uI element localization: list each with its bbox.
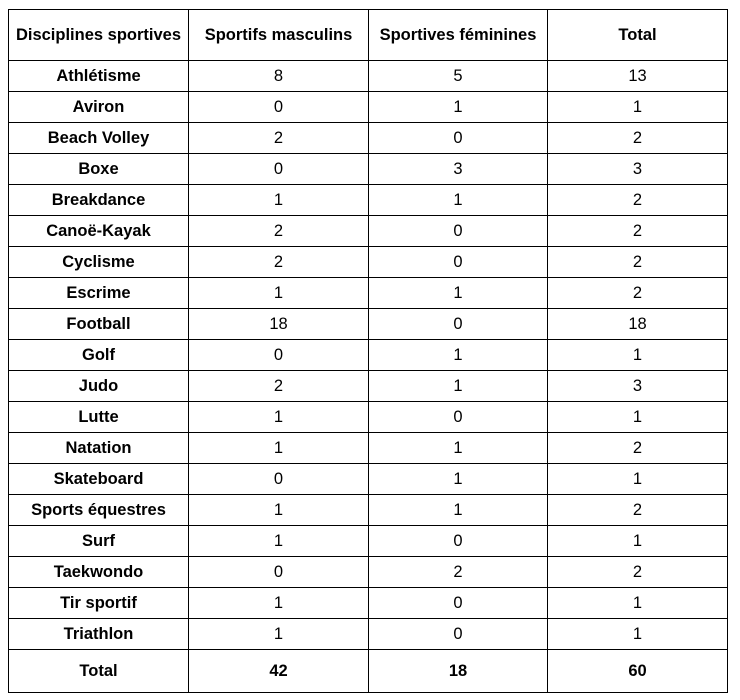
cell-men: 1 [189,185,369,216]
table-row [9,402,728,433]
header-women: Sportives féminines [369,10,548,61]
cell-women: 0 [369,588,548,619]
cell-discipline: Surf [9,526,189,557]
cell-total: 13 [548,61,728,92]
cell-men: 2 [189,371,369,402]
cell-total: 1 [548,588,728,619]
table-row [9,247,728,278]
total-women: 18 [369,650,548,693]
cell-discipline: Sports équestres [9,495,189,526]
cell-total: 1 [548,340,728,371]
cell-total: 3 [548,371,728,402]
cell-total: 2 [548,185,728,216]
cell-men: 0 [189,92,369,123]
cell-total: 1 [548,619,728,650]
cell-discipline: Judo [9,371,189,402]
cell-discipline: Triathlon [9,619,189,650]
cell-women: 0 [369,402,548,433]
cell-women: 1 [369,185,548,216]
cell-total: 1 [548,464,728,495]
cell-discipline: Tir sportif [9,588,189,619]
table-row [9,154,728,185]
cell-men: 18 [189,309,369,340]
cell-men: 0 [189,557,369,588]
table-row [9,557,728,588]
cell-discipline: Taekwondo [9,557,189,588]
cell-women: 0 [369,247,548,278]
cell-women: 0 [369,123,548,154]
cell-men: 1 [189,278,369,309]
cell-total: 2 [548,123,728,154]
cell-discipline: Escrime [9,278,189,309]
table-row [9,309,728,340]
cell-men: 1 [189,588,369,619]
table-row [9,123,728,154]
cell-total: 2 [548,433,728,464]
cell-total: 1 [548,402,728,433]
cell-men: 0 [189,340,369,371]
cell-discipline: Lutte [9,402,189,433]
cell-men: 1 [189,619,369,650]
disciplines-table [8,9,728,693]
cell-women: 1 [369,433,548,464]
cell-women: 3 [369,154,548,185]
cell-men: 1 [189,402,369,433]
cell-discipline: Beach Volley [9,123,189,154]
table-row [9,619,728,650]
cell-total: 1 [548,526,728,557]
cell-women: 0 [369,526,548,557]
cell-total: 1 [548,92,728,123]
table-row [9,464,728,495]
cell-men: 2 [189,123,369,154]
total-label: Total [9,650,189,693]
cell-women: 0 [369,619,548,650]
cell-women: 1 [369,278,548,309]
table-row [9,61,728,92]
cell-discipline: Natation [9,433,189,464]
table-row [9,433,728,464]
cell-men: 1 [189,433,369,464]
table-row [9,526,728,557]
cell-discipline: Football [9,309,189,340]
total-men: 42 [189,650,369,693]
cell-women: 1 [369,371,548,402]
cell-men: 1 [189,495,369,526]
cell-men: 2 [189,247,369,278]
table-row [9,371,728,402]
cell-women: 1 [369,495,548,526]
header-men: Sportifs masculins [189,10,369,61]
header-total: Total [548,10,728,61]
cell-women: 1 [369,340,548,371]
total-row [9,650,728,693]
cell-total: 2 [548,247,728,278]
header-row [9,10,728,61]
cell-total: 2 [548,216,728,247]
total-all: 60 [548,650,728,693]
cell-total: 3 [548,154,728,185]
table-row [9,185,728,216]
cell-women: 1 [369,464,548,495]
table-row [9,495,728,526]
cell-discipline: Breakdance [9,185,189,216]
cell-discipline: Skateboard [9,464,189,495]
cell-discipline: Boxe [9,154,189,185]
cell-total: 2 [548,495,728,526]
cell-women: 5 [369,61,548,92]
cell-women: 2 [369,557,548,588]
cell-discipline: Aviron [9,92,189,123]
cell-men: 8 [189,61,369,92]
header-discipline: Disciplines sportives [9,10,189,61]
cell-women: 1 [369,92,548,123]
cell-total: 2 [548,557,728,588]
cell-men: 1 [189,526,369,557]
cell-men: 0 [189,464,369,495]
cell-discipline: Athlétisme [9,61,189,92]
cell-discipline: Golf [9,340,189,371]
cell-women: 0 [369,309,548,340]
cell-discipline: Canoë-Kayak [9,216,189,247]
table-row [9,278,728,309]
table-row [9,92,728,123]
table-row [9,588,728,619]
cell-total: 2 [548,278,728,309]
cell-women: 0 [369,216,548,247]
cell-men: 2 [189,216,369,247]
table-row [9,216,728,247]
cell-discipline: Cyclisme [9,247,189,278]
table-row [9,340,728,371]
cell-total: 18 [548,309,728,340]
cell-men: 0 [189,154,369,185]
